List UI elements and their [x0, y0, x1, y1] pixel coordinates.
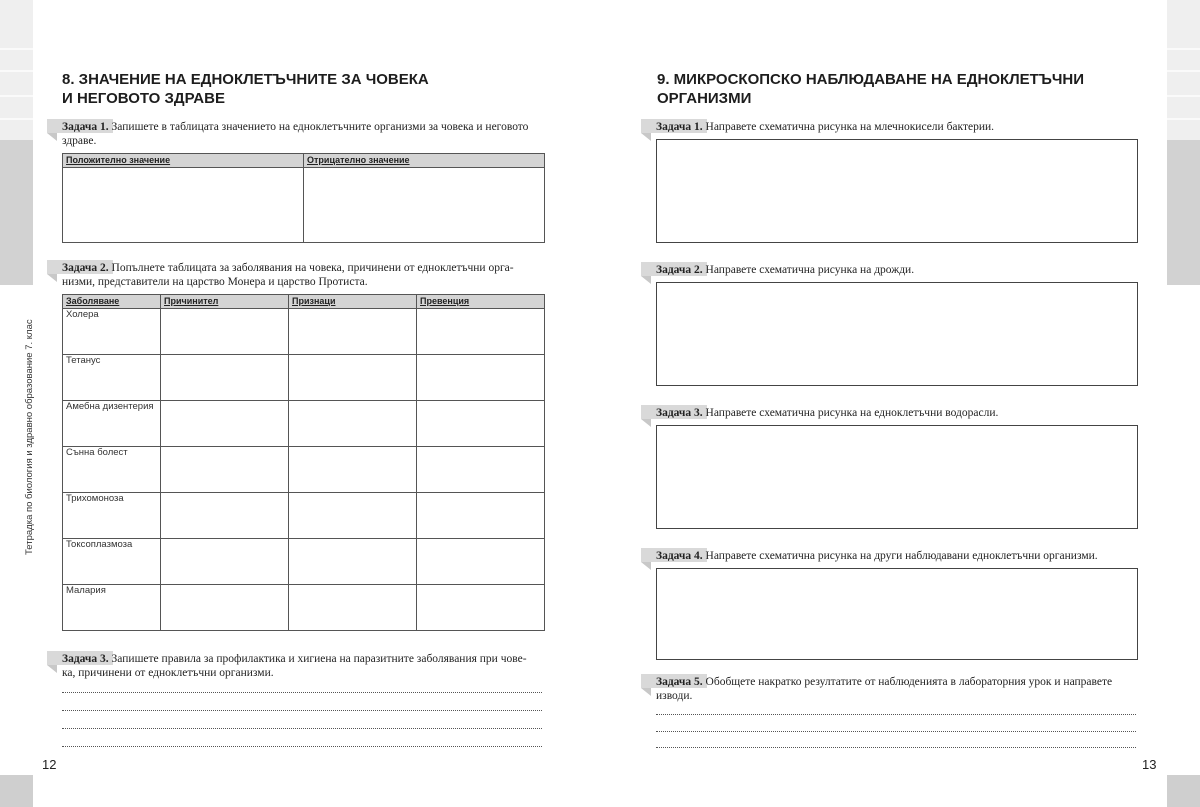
table-row — [63, 355, 545, 401]
answer-line[interactable] — [62, 710, 542, 711]
answer-line[interactable] — [656, 714, 1136, 715]
left-bottom-block — [0, 775, 33, 807]
disease-name: Холера — [63, 309, 161, 355]
answer-line[interactable] — [656, 747, 1136, 748]
cause-cell[interactable] — [161, 539, 289, 585]
right-task5-text: Задача 5. Обобщете накратко резултатите от наблюденията в лабораторния урок и направете изводи. — [656, 676, 1113, 702]
disease-name: Сънна болест — [63, 447, 161, 493]
answer-line[interactable] — [62, 692, 542, 693]
symptoms-cell[interactable] — [289, 355, 417, 401]
cause-cell[interactable] — [161, 401, 289, 447]
right-task1-text: Задача 1. Направете схематична рисунка на млечнокисели бактерии. — [656, 121, 995, 133]
drawing-box-other[interactable] — [656, 568, 1138, 660]
symptoms-cell[interactable] — [289, 401, 417, 447]
prevention-cell[interactable] — [417, 585, 545, 631]
table-row — [63, 309, 545, 355]
right-task3-text: Задача 3. Направете схематична рисунка на едноклетъчни водорасли. — [656, 407, 999, 419]
left-task2-text: Задача 2. Попълнете таблицата за заболявания на човека, причинени от едноклетъчни орга- низми, представители на царство Монера и царство Протиста. — [62, 262, 514, 288]
left-side-tab-dark — [0, 140, 33, 285]
symptoms-cell[interactable] — [289, 539, 417, 585]
drawing-box-yeast[interactable] — [656, 282, 1138, 386]
symptoms-cell[interactable] — [289, 447, 417, 493]
table-row — [63, 585, 545, 631]
positive-negative-table — [62, 153, 545, 243]
symptoms-cell[interactable] — [289, 493, 417, 539]
page-number-right: 13 — [1142, 757, 1157, 772]
header-cause: Причинител — [161, 295, 289, 309]
negative-cell[interactable] — [304, 168, 545, 243]
prevention-cell[interactable] — [417, 309, 545, 355]
right-task2-text: Задача 2. Направете схематична рисунка на дрожди. — [656, 264, 915, 276]
header-positive: Положително значение — [63, 154, 304, 168]
cause-cell[interactable] — [161, 309, 289, 355]
symptoms-cell[interactable] — [289, 585, 417, 631]
diseases-table — [62, 294, 545, 631]
table-row — [63, 401, 545, 447]
page-number-left: 12 — [42, 757, 57, 772]
disease-name: Малария — [63, 585, 161, 631]
header-prevention: Превенция — [417, 295, 545, 309]
right-bottom-block — [1167, 775, 1200, 807]
right-side-tab-dark — [1167, 140, 1200, 285]
disease-name: Тетанус — [63, 355, 161, 401]
prevention-cell[interactable] — [417, 447, 545, 493]
symptoms-cell[interactable] — [289, 309, 417, 355]
left-task3-text: Задача 3. Запишете правила за профилактика и хигиена на паразитните заболявания при чове- ка, причинени от едноклетъчни организми. — [62, 653, 527, 679]
header-symptoms: Признаци — [289, 295, 417, 309]
table-row — [63, 539, 545, 585]
header-negative: Отрицателно значение — [304, 154, 545, 168]
disease-name: Трихомоноза — [63, 493, 161, 539]
cause-cell[interactable] — [161, 585, 289, 631]
drawing-box-algae[interactable] — [656, 425, 1138, 529]
disease-name: Амебна дизентерия — [63, 401, 161, 447]
prevention-cell[interactable] — [417, 401, 545, 447]
cause-cell[interactable] — [161, 447, 289, 493]
prevention-cell[interactable] — [417, 539, 545, 585]
drawing-box-bacteria[interactable] — [656, 139, 1138, 243]
disease-name: Токсоплазмоза — [63, 539, 161, 585]
table-row — [63, 447, 545, 493]
vertical-caption: Тетрадка по биология и здравно образование 7. клас — [24, 319, 35, 555]
prevention-cell[interactable] — [417, 493, 545, 539]
right-section-title: 9. МИКРОСКОПСКО НАБЛЮДАВАНЕ НА ЕДНОКЛЕТЪЧНИ ОРГАНИЗМИ — [657, 71, 1085, 107]
positive-cell[interactable] — [63, 168, 304, 243]
left-task1-text: Задача 1. Запишете в таблицата значението на едноклетъчните организми за човека и неговото здраве. — [62, 121, 529, 147]
left-section-title: 8. ЗНАЧЕНИЕ НА ЕДНОКЛЕТЪЧНИТЕ ЗА ЧОВЕКА И НЕГОВОТО ЗДРАВЕ — [62, 71, 429, 107]
cause-cell[interactable] — [161, 493, 289, 539]
table-row — [63, 493, 545, 539]
answer-line[interactable] — [62, 728, 542, 729]
right-task4-text: Задача 4. Направете схематична рисунка на други наблюдавани едноклетъчни организми. — [656, 550, 1098, 562]
answer-line[interactable] — [62, 746, 542, 747]
answer-line[interactable] — [656, 731, 1136, 732]
cause-cell[interactable] — [161, 355, 289, 401]
prevention-cell[interactable] — [417, 355, 545, 401]
header-disease: Заболяване — [63, 295, 161, 309]
